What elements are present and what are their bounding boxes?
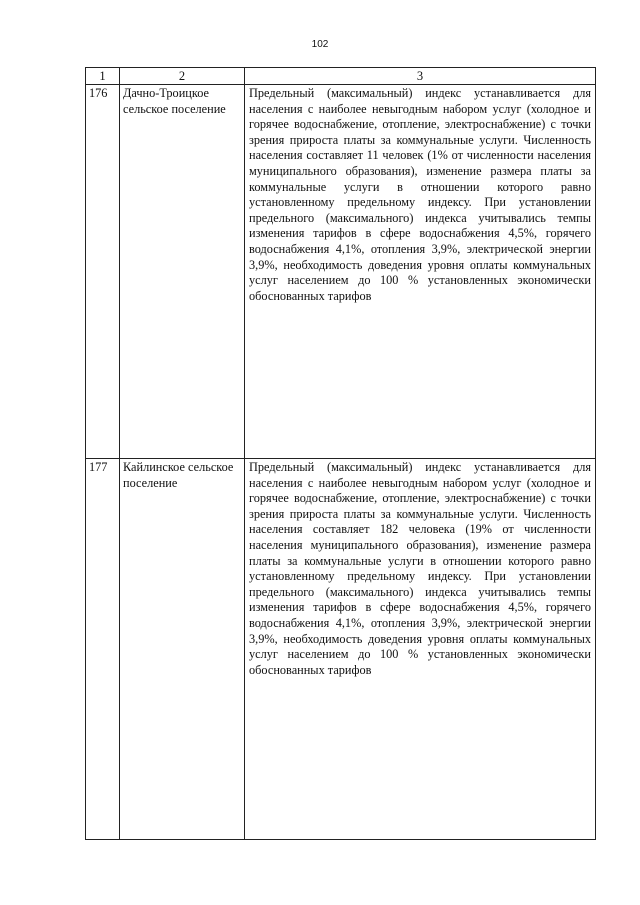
row-number: 177: [86, 459, 120, 840]
settlement-name: Дачно-Троицкое сельское поселение: [120, 85, 245, 459]
tariff-index-table: [85, 67, 596, 840]
header-col-1: 1: [86, 68, 120, 85]
row-number: 176: [86, 85, 120, 459]
table-header-row: [86, 68, 596, 85]
page-number: 102: [311, 39, 329, 50]
index-description: Предельный (максимальный) индекс устанавливается для населения с наиболее невыгодным набором услуг (холодное и горячее водоснабжение, отопление, электроснабжение) с точки зрения прироста платы за коммунальные услуги. Численность населения составляет 182 человека (19% от численности населения муниципального образования), изменение размера платы за коммунальные услуги в отношении которого равно установленному предельному индексу. При установлении предельного (максимального) индекса учитывались темпы изменения тарифов в сфере водоснабжения 4,5%, горячего водоснабжения 4,1%, отопления 3,9%, электрической энергии 3,9%, необходимость доведения уровня оплаты коммунальных услуг населением до 100 % установленных экономически обоснованных тарифов: [245, 459, 596, 840]
index-description: Предельный (максимальный) индекс устанавливается для населения с наиболее невыгодным набором услуг (холодное и горячее водоснабжение, отопление, электроснабжение) с точки зрения прироста платы за коммунальные услуги. Численность населения составляет 11 человек (1% от численности населения муниципального образования), изменение размера платы за коммунальные услуги в отношении которого равно установленному предельному индексу. При установлении предельного (максимального) индекса учитывались темпы изменения тарифов в сфере водоснабжения 4,5%, горячего водоснабжения 4,1%, отопления 3,9%, электрической энергии 3,9%, необходимость доведения уровня оплаты коммунальных услуг населением до 100 % установленных экономически обоснованных тарифов: [245, 85, 596, 459]
header-col-3: 3: [245, 68, 596, 85]
settlement-name: Кайлинское сельское поселение: [120, 459, 245, 840]
table-row: [86, 85, 596, 459]
header-col-2: 2: [120, 68, 245, 85]
table-row: [86, 459, 596, 840]
